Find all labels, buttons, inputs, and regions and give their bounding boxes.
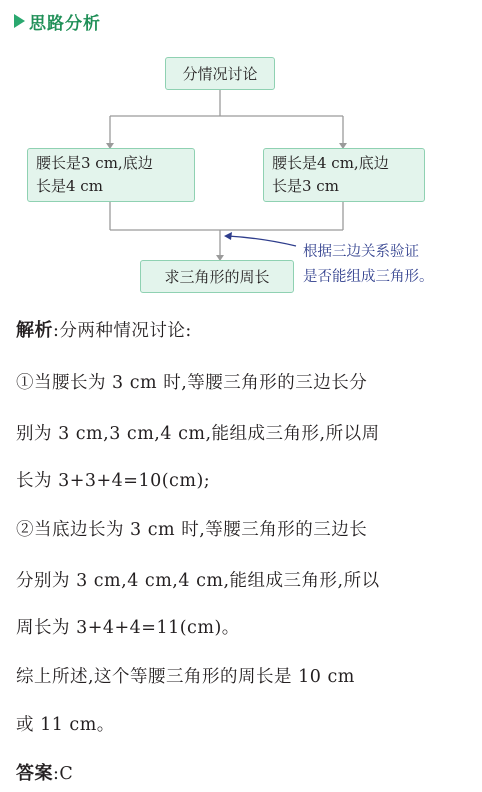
note-pointer-curve [228, 236, 296, 246]
case1-line1: ①当腰长为 3 cm 时,等腰三角形的三边长分 [16, 373, 368, 393]
flow-box-case-leg-3-line1: 腰长是3 cm,底边 [36, 154, 153, 172]
flow-side-note [303, 240, 478, 290]
note-pointer-arrowhead [224, 232, 232, 240]
section-title: 思路分析 [29, 13, 101, 34]
flow-box-case-leg-3-line2: 长是4 cm [36, 177, 103, 195]
flow-box-discuss-cases: 分情况讨论 [165, 57, 275, 90]
flow-box-case-leg-4 [263, 148, 425, 202]
flow-box-case-leg-4-line2: 长是3 cm [272, 177, 339, 195]
case1-line2: 别为 3 cm,3 cm,4 cm,能组成三角形,所以周 [16, 424, 380, 444]
case1-line3: 长为 3+3+4=10(cm); [16, 471, 211, 491]
answer-label: 答案 [16, 763, 53, 784]
case2-line3: 周长为 3+4+4=11(cm)。 [16, 618, 240, 638]
conclusion-line2: 或 11 cm。 [16, 715, 115, 735]
case2-line2: 分别为 3 cm,4 cm,4 cm,能组成三角形,所以 [16, 571, 380, 591]
conclusion-line1: 综上所述,这个等腰三角形的周长是 10 cm [16, 667, 355, 687]
answer-value: :C [53, 764, 74, 784]
flow-box-find-perimeter: 求三角形的周长 [140, 260, 294, 293]
flow-side-note-line1: 根据三边关系验证 [303, 244, 419, 260]
solution-intro [16, 316, 192, 342]
case2-line1: ②当底边长为 3 cm 时,等腰三角形的三边长 [16, 520, 368, 540]
flow-box-case-leg-4-line1: 腰长是4 cm,底边 [272, 154, 389, 172]
flow-box-case-leg-3 [27, 148, 195, 202]
solution-label: 解析 [16, 320, 53, 341]
solution-intro-text: :分两种情况讨论: [53, 321, 192, 341]
answer-line [16, 759, 73, 785]
flow-side-note-line2: 是否能组成三角形。 [303, 269, 434, 285]
